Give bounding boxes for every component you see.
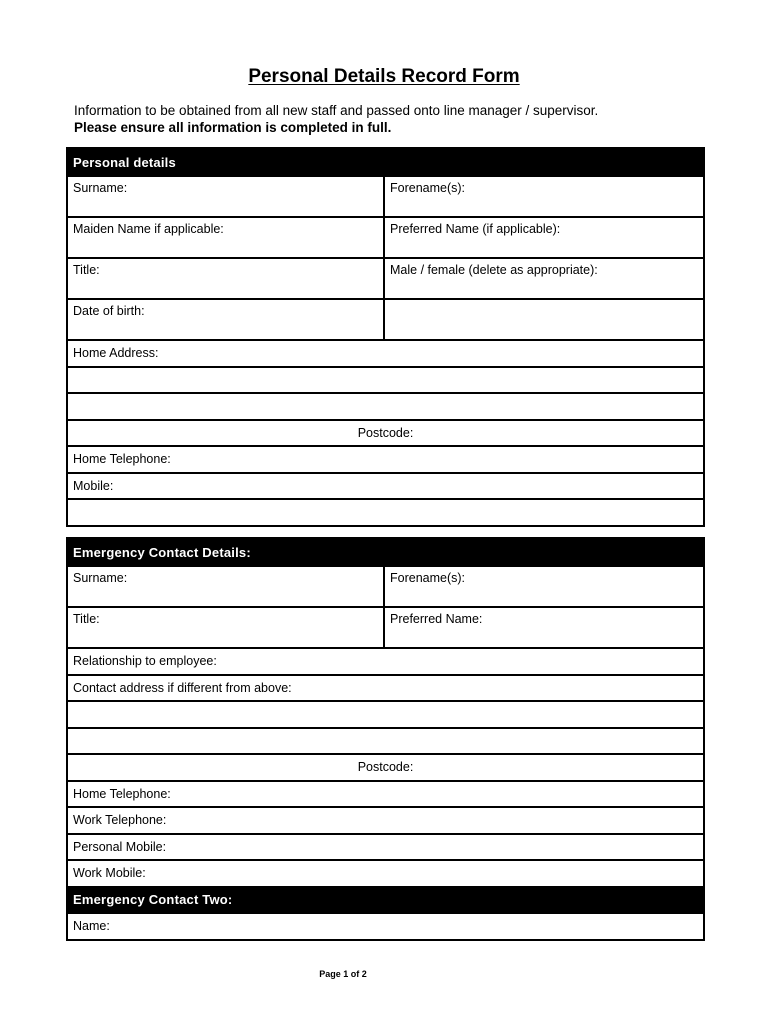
personal-details-table <box>66 147 705 527</box>
emergency-postcode-field[interactable] <box>67 754 704 781</box>
forename-field[interactable] <box>384 176 704 217</box>
emergency-forename-field[interactable] <box>384 566 704 607</box>
personal-details-header: Personal details <box>67 148 704 176</box>
page-title: Personal Details Record Form <box>248 66 520 87</box>
emergency-postcode-label: Postcode: <box>357 760 414 775</box>
emergency-preferred-name-label: Preferred Name: <box>390 612 483 626</box>
title-label: Title: <box>73 263 100 277</box>
address-line-field[interactable] <box>67 393 704 420</box>
relationship-field[interactable] <box>67 648 704 675</box>
dob-field[interactable] <box>67 299 384 340</box>
emergency-surname-field[interactable] <box>67 566 384 607</box>
emergency-preferred-name-field[interactable] <box>384 607 704 648</box>
mobile-label: Mobile: <box>73 478 114 493</box>
emergency-contact-two-header: Emergency Contact Two: <box>67 887 704 914</box>
emergency-home-telephone-field[interactable] <box>67 781 704 808</box>
work-telephone-label: Work Telephone: <box>73 813 167 828</box>
relationship-label: Relationship to employee: <box>73 654 217 669</box>
contact-address-label: Contact address if different from above: <box>73 680 292 695</box>
postcode-field[interactable] <box>67 420 704 447</box>
intro-instruction: Please ensure all information is completed in full. <box>74 120 392 135</box>
emergency-contact-table <box>66 537 705 941</box>
work-mobile-label: Work Mobile: <box>73 866 146 881</box>
gender-label: Male / female (delete as appropriate): <box>390 263 598 277</box>
blank-field[interactable] <box>384 299 704 340</box>
dob-label: Date of birth: <box>73 304 145 318</box>
intro-line: Information to be obtained from all new staff and passed onto line manager / supervisor. <box>74 103 599 118</box>
gender-field[interactable] <box>384 258 704 299</box>
home-telephone-field[interactable] <box>67 446 704 473</box>
surname-field[interactable] <box>67 176 384 217</box>
mobile-field[interactable] <box>67 473 704 500</box>
emergency-two-name-field[interactable] <box>67 913 704 940</box>
maiden-name-field[interactable] <box>67 217 384 258</box>
page-number: Page 1 of 2 <box>319 969 367 979</box>
surname-label: Surname: <box>73 181 128 195</box>
home-address-label: Home Address: <box>73 346 159 361</box>
preferred-name-field[interactable] <box>384 217 704 258</box>
personal-mobile-field[interactable] <box>67 834 704 861</box>
home-telephone-label: Home Telephone: <box>73 452 171 467</box>
emergency-contact-header: Emergency Contact Details: <box>67 538 704 566</box>
address-line-field[interactable] <box>67 701 704 728</box>
emergency-title-label: Title: <box>73 612 100 626</box>
intro-text <box>74 102 598 136</box>
blank-line-field[interactable] <box>67 499 704 526</box>
emergency-forename-label: Forename(s): <box>390 571 466 585</box>
address-line-field[interactable] <box>67 728 704 755</box>
emergency-home-telephone-label: Home Telephone: <box>73 786 171 801</box>
preferred-name-label: Preferred Name (if applicable): <box>390 222 561 236</box>
work-mobile-field[interactable] <box>67 860 704 887</box>
work-telephone-field[interactable] <box>67 807 704 834</box>
emergency-surname-label: Surname: <box>73 571 128 585</box>
postcode-label: Postcode: <box>357 425 414 440</box>
maiden-name-label: Maiden Name if applicable: <box>73 222 224 236</box>
contact-address-field[interactable] <box>67 675 704 702</box>
personal-mobile-label: Personal Mobile: <box>73 839 167 854</box>
home-address-field[interactable] <box>67 340 704 367</box>
address-line-field[interactable] <box>67 367 704 394</box>
forename-label: Forename(s): <box>390 181 466 195</box>
emergency-title-field[interactable] <box>67 607 384 648</box>
title-field[interactable] <box>67 258 384 299</box>
emergency-two-name-label: Name: <box>73 919 110 934</box>
